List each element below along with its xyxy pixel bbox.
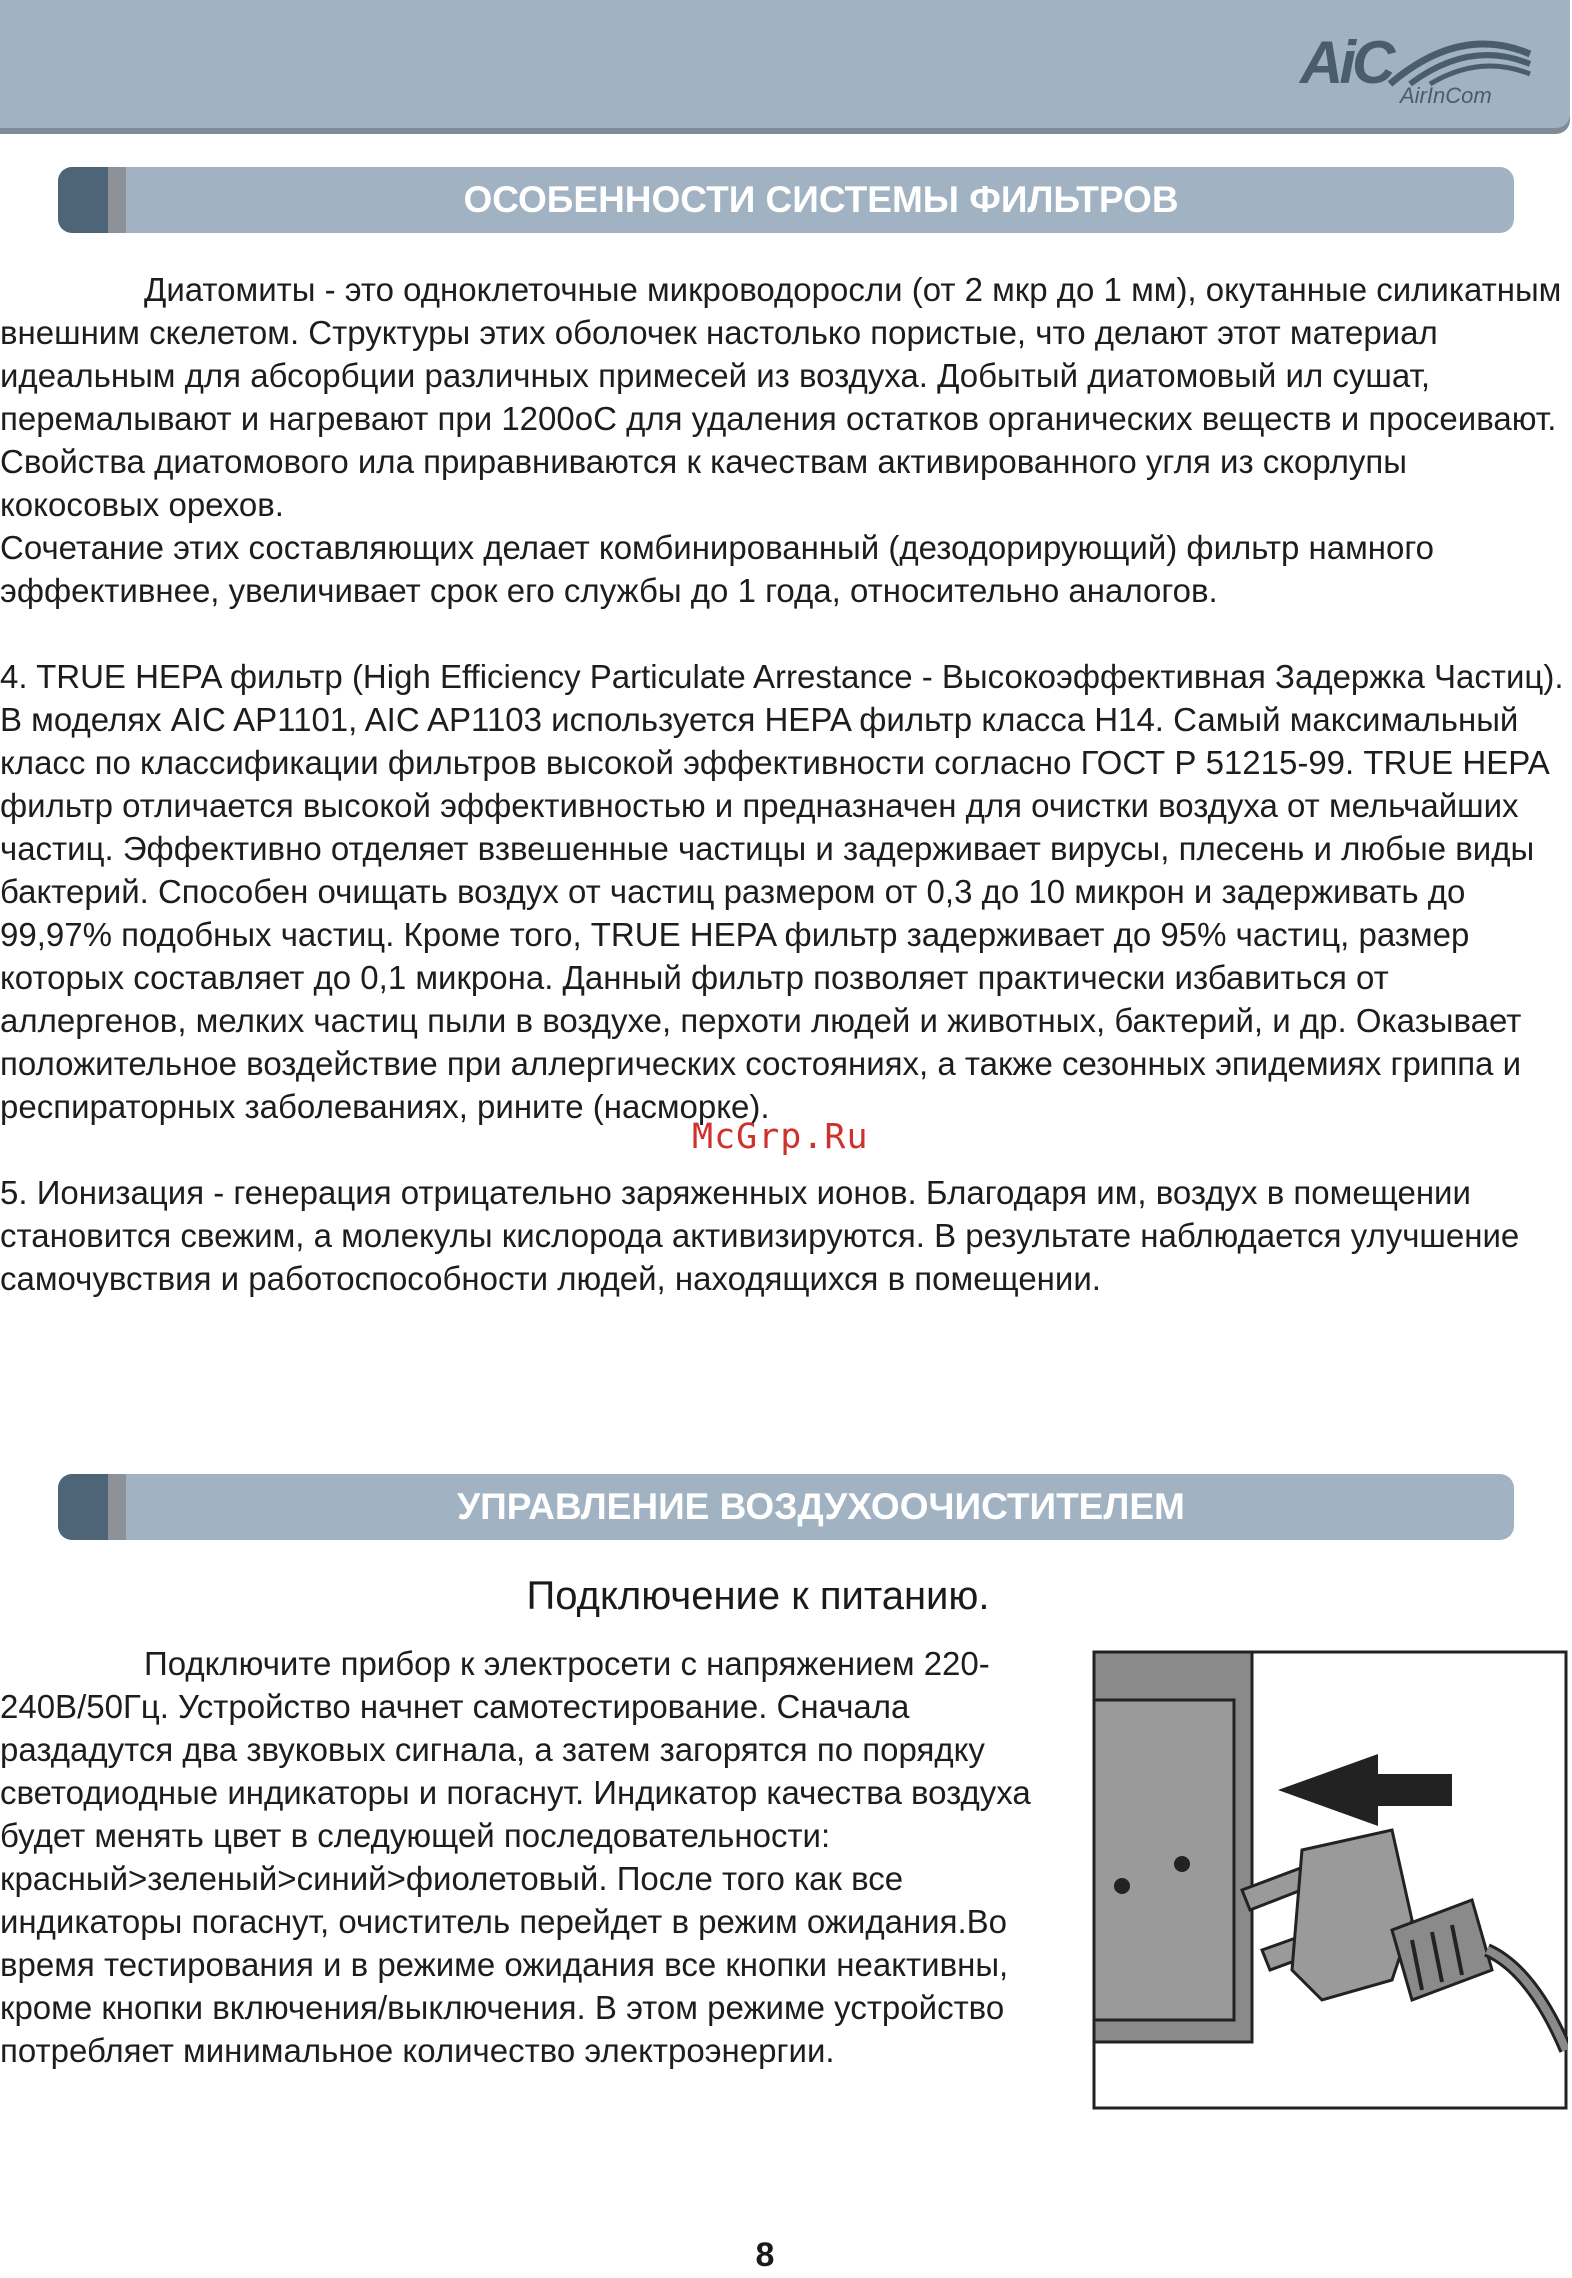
paragraph-power: Подключите прибор к электросети с напряжением 220-240В/50Гц. Устройство начнет самотестирование. Сначала раздадутся два звуковых сигнала, а затем загорятся по порядку светодиодные индикаторы и погаснут. Индикатор качества воздуха будет менять цвет в следующей последовательности: красный>зеленый>синий>фиолетовый. После того как все индикаторы погаснут, очиститель перейдет в режим ожидания.Во время тестирования и в режиме ожидания все кнопки неактивны, кроме кнопки включения/выключения. В этом режиме устройство потребляет минимальное количество электроэнергии. (0, 1645, 1031, 2069)
watermark: McGrp.Ru (692, 1117, 869, 1157)
power-connection-text (0, 1642, 1060, 2072)
subsection-title: Подключение к питанию. (526, 1574, 990, 1618)
page-header-bar (0, 0, 1570, 128)
paragraph-hepa: 4. TRUE HEPA фильтр (High Efficiency Particulate Arrestance - Высокоэффективная Задержка Частиц). В моделях AIC AP1101, AIC AP1103 используется HEPA фильтр класса H14. Самый максимальный класс по классификации фильтров высокой эффективности согласно ГОСТ Р 51215-99. TRUE HEPA фильтр отличается высокой эффективностью и предназначен для очистки воздуха от мельчайших частиц. Эффективно отделяет взвешенные частицы и задерживает вирусы, плесень и любые виды бактерий. Способен очищать воздух от частиц размером от 0,3 до 10 микрон и задерживать до 99,97% подобных частиц. Кроме того, TRUE HEPA фильтр задерживает до 95% частиц, размер которых составляет до 0,1 микрона. Данный фильтр позволяет практически избавиться от аллергенов, мелких частиц пыли в воздухе, перхоти людей и животных, бактерий, и др. Оказывает положительное воздействие при аллергических состояниях, а также сезонных эпидемиях гриппа и респираторных заболеваниях, рините (насморке). (0, 658, 1564, 1125)
plug-into-socket-illustration (1092, 1650, 1568, 2110)
paragraph-diatomite: Диатомиты - это одноклеточные микроводоросли (от 2 мкр до 1 мм), окутанные силикатным внешним скелетом. Структуры этих оболочек настолько пористые, что делают этот материал идеальным для абсорбции различных примесей из воздуха. Добытый диатомовый ил сушат, перемалывают и нагревают при 1200оС для удаления остатков органических веществ и просеивают. Свойства диатомового ила приравниваются к качествам активированного угля из скорлупы кокосовых орехов. (0, 271, 1562, 523)
logo-mark: AiC (1300, 29, 1392, 96)
paragraph-combination: Сочетание этих составляющих делает комбинированный (дезодорирующий) фильтр намного эффективнее, увеличивает срок его службы до 1 года, относительно аналогов. (0, 529, 1435, 609)
paragraph-ionization: 5. Ионизация - генерация отрицательно заряженных ионов. Благодаря им, воздух в помещении становится свежим, а молекулы кислорода активизируются. В результате наблюдается улучшение самочувствия и работоспособности людей, находящихся в помещении. (0, 1174, 1520, 1297)
section-header-control (58, 1474, 1514, 1540)
page-number: 8 (755, 2236, 775, 2274)
logo-text: AirInCom (1400, 83, 1492, 108)
brand-logo (1300, 28, 1540, 118)
section-header-filters (58, 167, 1514, 233)
section-title: УПРАВЛЕНИЕ ВОЗДУХООЧИСТИТЕЛЕМ (457, 1486, 1185, 1527)
section-title: ОСОБЕННОСТИ СИСТЕМЫ ФИЛЬТРОВ (463, 179, 1179, 220)
